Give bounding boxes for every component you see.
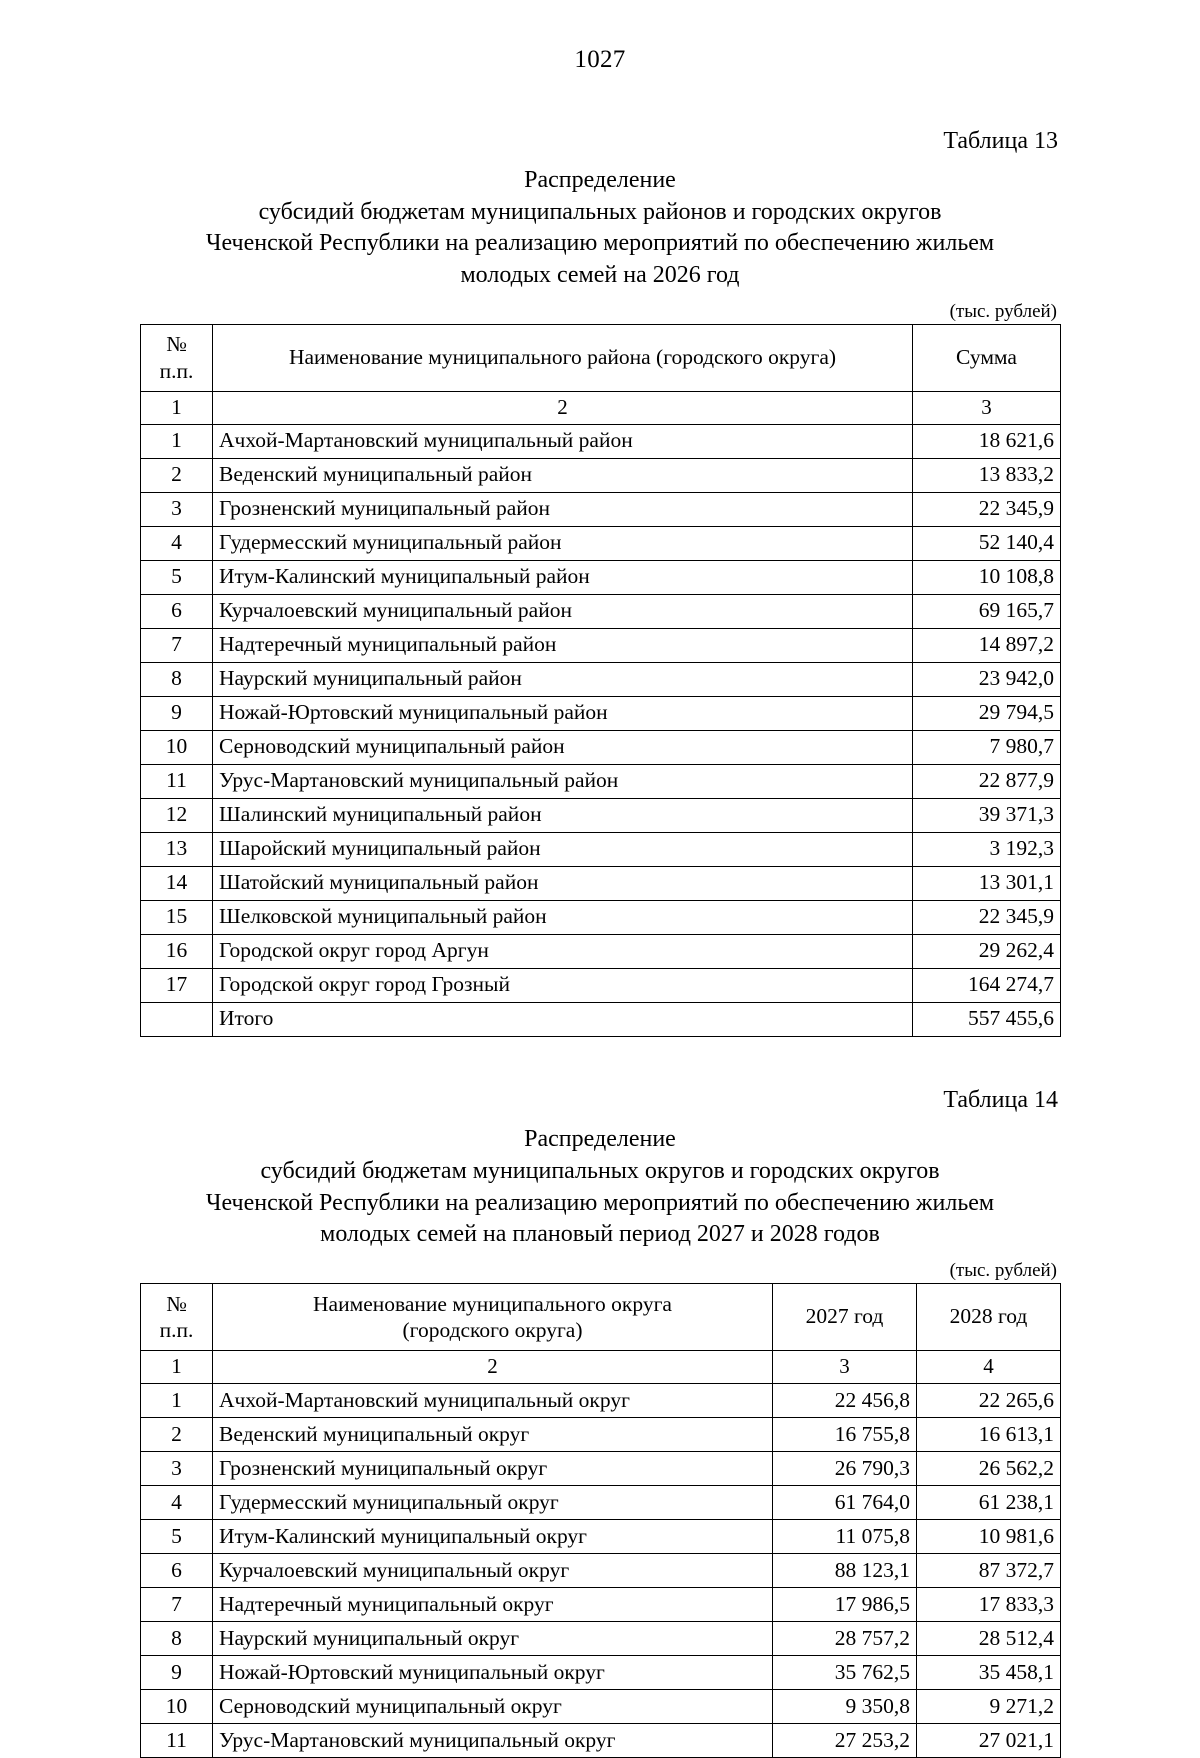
row-name: Шатойский муниципальный район	[213, 866, 913, 900]
table-13-label: Таблица 13	[943, 127, 1058, 154]
row-index: 7	[141, 1587, 213, 1621]
table-row	[141, 1723, 1061, 1757]
table-14-header-year-2028: 2028 год	[917, 1283, 1061, 1350]
row-index: 15	[141, 900, 213, 934]
row-index: 9	[141, 696, 213, 730]
row-sum: 22 345,9	[913, 900, 1061, 934]
row-name: Грозненский муниципальный округ	[213, 1451, 773, 1485]
row-value-2027: 88 123,1	[773, 1553, 917, 1587]
row-value-2028: 87 372,7	[917, 1553, 1061, 1587]
row-index: 16	[141, 934, 213, 968]
table-14-label: Таблица 14	[943, 1086, 1058, 1113]
table-14-title-line-1: Распределение	[524, 1126, 676, 1153]
row-sum: 10 108,8	[913, 560, 1061, 594]
table-14-colnum-1: 1	[141, 1350, 213, 1383]
row-value-2028: 17 833,3	[917, 1587, 1061, 1621]
table-13-header-num	[141, 324, 213, 391]
table-13-header-row	[141, 324, 1061, 391]
row-index: 5	[141, 1519, 213, 1553]
row-index: 5	[141, 560, 213, 594]
row-sum: 557 455,6	[913, 1002, 1061, 1036]
row-value-2028: 27 021,1	[917, 1723, 1061, 1757]
row-sum: 164 274,7	[913, 968, 1061, 1002]
row-sum: 23 942,0	[913, 662, 1061, 696]
table-13-body	[141, 424, 1061, 1036]
table-row	[141, 764, 1061, 798]
row-value-2028: 16 613,1	[917, 1417, 1061, 1451]
row-sum: 3 192,3	[913, 832, 1061, 866]
row-name: Надтеречный муниципальный район	[213, 628, 913, 662]
table-row	[141, 1553, 1061, 1587]
row-sum: 18 621,6	[913, 424, 1061, 458]
row-name: Шелковской муниципальный район	[213, 900, 913, 934]
row-index: 8	[141, 662, 213, 696]
row-value-2028: 35 458,1	[917, 1655, 1061, 1689]
table-row	[141, 492, 1061, 526]
row-value-2027: 22 456,8	[773, 1383, 917, 1417]
row-index: 17	[141, 968, 213, 1002]
row-name: Ачхой-Мартановский муниципальный район	[213, 424, 913, 458]
row-value-2027: 61 764,0	[773, 1485, 917, 1519]
row-value-2027: 17 986,5	[773, 1587, 917, 1621]
row-value-2028: 9 271,2	[917, 1689, 1061, 1723]
row-name: Ножай-Юртовский муниципальный округ	[213, 1655, 773, 1689]
table-14-colnum-3: 3	[773, 1350, 917, 1383]
row-name: Надтеречный муниципальный округ	[213, 1587, 773, 1621]
table-14-title-line-4: молодых семей на плановый период 2027 и 2028 годов	[320, 1221, 880, 1248]
row-index: 2	[141, 458, 213, 492]
table-14-header-num	[141, 1283, 213, 1350]
row-sum: 29 262,4	[913, 934, 1061, 968]
row-name: Грозненский муниципальный район	[213, 492, 913, 526]
table-row	[141, 696, 1061, 730]
table-row	[141, 662, 1061, 696]
row-value-2028: 10 981,6	[917, 1519, 1061, 1553]
row-value-2027: 35 762,5	[773, 1655, 917, 1689]
row-value-2027: 27 253,2	[773, 1723, 917, 1757]
table-14-header-num-line-1: №	[166, 1291, 187, 1316]
table-row	[141, 1689, 1061, 1723]
row-name: Наурский муниципальный округ	[213, 1621, 773, 1655]
row-name: Ачхой-Мартановский муниципальный округ	[213, 1383, 773, 1417]
table-13-header-num-line-2: п.п.	[159, 358, 194, 383]
row-name: Наурский муниципальный район	[213, 662, 913, 696]
row-index: 9	[141, 1655, 213, 1689]
row-sum: 14 897,2	[913, 628, 1061, 662]
table-13-header-name: Наименование муниципального района (городского округа)	[213, 324, 913, 391]
table-row	[141, 1417, 1061, 1451]
table-row	[141, 1655, 1061, 1689]
row-sum: 39 371,3	[913, 798, 1061, 832]
row-name: Веденский муниципальный район	[213, 458, 913, 492]
row-name: Урус-Мартановский муниципальный округ	[213, 1723, 773, 1757]
table-14-header-row	[141, 1283, 1061, 1350]
row-name: Итум-Калинский муниципальный округ	[213, 1519, 773, 1553]
row-index: 6	[141, 594, 213, 628]
row-index: 10	[141, 1689, 213, 1723]
row-sum: 52 140,4	[913, 526, 1061, 560]
table-13-title	[140, 165, 1060, 292]
row-value-2027: 16 755,8	[773, 1417, 917, 1451]
table-14-header-name-line-2: (городского округа)	[402, 1317, 583, 1342]
table-14-header-name	[213, 1283, 773, 1350]
row-name: Итого	[213, 1002, 913, 1036]
row-value-2027: 26 790,3	[773, 1451, 917, 1485]
table-row	[141, 458, 1061, 492]
row-index: 3	[141, 1451, 213, 1485]
row-value-2027: 9 350,8	[773, 1689, 917, 1723]
row-index: 6	[141, 1553, 213, 1587]
row-sum: 22 345,9	[913, 492, 1061, 526]
row-sum: 13 301,1	[913, 866, 1061, 900]
row-index: 1	[141, 424, 213, 458]
table-14-title-line-3: Чеченской Республики на реализацию мероприятий по обеспечению жильем	[205, 1189, 995, 1216]
table-row	[141, 934, 1061, 968]
table-13-colnum-3: 3	[913, 391, 1061, 424]
row-sum: 7 980,7	[913, 730, 1061, 764]
table-14-units: (тыс. рублей)	[949, 1259, 1057, 1281]
table-14-colnum-4: 4	[917, 1350, 1061, 1383]
table-row	[141, 1519, 1061, 1553]
page-number: 1027	[574, 46, 626, 73]
table-13-header-sum: Сумма	[913, 324, 1061, 391]
row-index: 8	[141, 1621, 213, 1655]
row-name: Серноводский муниципальный район	[213, 730, 913, 764]
row-name: Гудермесский муниципальный район	[213, 526, 913, 560]
table-row	[141, 900, 1061, 934]
row-name: Шалинский муниципальный район	[213, 798, 913, 832]
table-13-title-line-4: молодых семей на 2026 год	[460, 262, 740, 289]
row-name: Шаройский муниципальный район	[213, 832, 913, 866]
table-row	[141, 1587, 1061, 1621]
row-name: Гудермесский муниципальный округ	[213, 1485, 773, 1519]
table-row	[141, 1485, 1061, 1519]
row-sum: 22 877,9	[913, 764, 1061, 798]
row-index: 1	[141, 1383, 213, 1417]
table-13-header-num-line-1: №	[166, 332, 187, 357]
table-row	[141, 968, 1061, 1002]
table-row	[141, 798, 1061, 832]
table-13	[140, 324, 1061, 1037]
row-value-2028: 22 265,6	[917, 1383, 1061, 1417]
row-name: Городской округ город Аргун	[213, 934, 913, 968]
table-row	[141, 1621, 1061, 1655]
row-value-2027: 11 075,8	[773, 1519, 917, 1553]
table-14-column-number-row	[141, 1350, 1061, 1383]
row-sum: 13 833,2	[913, 458, 1061, 492]
table-13-units: (тыс. рублей)	[949, 300, 1057, 322]
row-sum: 69 165,7	[913, 594, 1061, 628]
table-14-title	[140, 1124, 1060, 1251]
row-index: 10	[141, 730, 213, 764]
table-row	[141, 1383, 1061, 1417]
section-gap	[140, 1037, 1060, 1087]
row-name: Веденский муниципальный округ	[213, 1417, 773, 1451]
table-row	[141, 1451, 1061, 1485]
table-total-row	[141, 1002, 1061, 1036]
table-row	[141, 628, 1061, 662]
row-index	[141, 1002, 213, 1036]
table-row	[141, 526, 1061, 560]
row-index: 14	[141, 866, 213, 900]
row-index: 7	[141, 628, 213, 662]
table-13-title-line-1: Распределение	[524, 167, 676, 194]
row-value-2027: 28 757,2	[773, 1621, 917, 1655]
table-13-colnum-2: 2	[213, 391, 913, 424]
table-13-column-number-row	[141, 391, 1061, 424]
table-row	[141, 866, 1061, 900]
row-value-2028: 61 238,1	[917, 1485, 1061, 1519]
row-name: Серноводский муниципальный округ	[213, 1689, 773, 1723]
row-index: 12	[141, 798, 213, 832]
row-index: 4	[141, 1485, 213, 1519]
table-14-colnum-2: 2	[213, 1350, 773, 1383]
row-index: 3	[141, 492, 213, 526]
row-name: Городской округ город Грозный	[213, 968, 913, 1002]
row-name: Урус-Мартановский муниципальный район	[213, 764, 913, 798]
table-row	[141, 730, 1061, 764]
table-row	[141, 560, 1061, 594]
row-sum: 29 794,5	[913, 696, 1061, 730]
table-14	[140, 1283, 1061, 1758]
row-index: 11	[141, 1723, 213, 1757]
table-row	[141, 594, 1061, 628]
table-14-header-name-line-1: Наименование муниципального округа	[313, 1291, 672, 1316]
row-name: Ножай-Юртовский муниципальный район	[213, 696, 913, 730]
row-name: Курчалоевский муниципальный район	[213, 594, 913, 628]
row-value-2028: 28 512,4	[917, 1621, 1061, 1655]
table-13-colnum-1: 1	[141, 391, 213, 424]
row-index: 13	[141, 832, 213, 866]
table-14-body	[141, 1383, 1061, 1757]
row-name: Курчалоевский муниципальный округ	[213, 1553, 773, 1587]
row-index: 2	[141, 1417, 213, 1451]
row-name: Итум-Калинский муниципальный район	[213, 560, 913, 594]
table-14-title-line-2: субсидий бюджетам муниципальных округов и городских округов	[260, 1157, 940, 1184]
table-13-title-line-3: Чеченской Республики на реализацию мероприятий по обеспечению жильем	[205, 230, 995, 257]
table-13-title-line-2: субсидий бюджетам муниципальных районов и городских округов	[258, 198, 942, 225]
row-value-2028: 26 562,2	[917, 1451, 1061, 1485]
table-14-header-num-line-2: п.п.	[159, 1317, 194, 1342]
row-index: 4	[141, 526, 213, 560]
table-14-header-year-2027: 2027 год	[773, 1283, 917, 1350]
table-row	[141, 424, 1061, 458]
row-index: 11	[141, 764, 213, 798]
table-row	[141, 832, 1061, 866]
